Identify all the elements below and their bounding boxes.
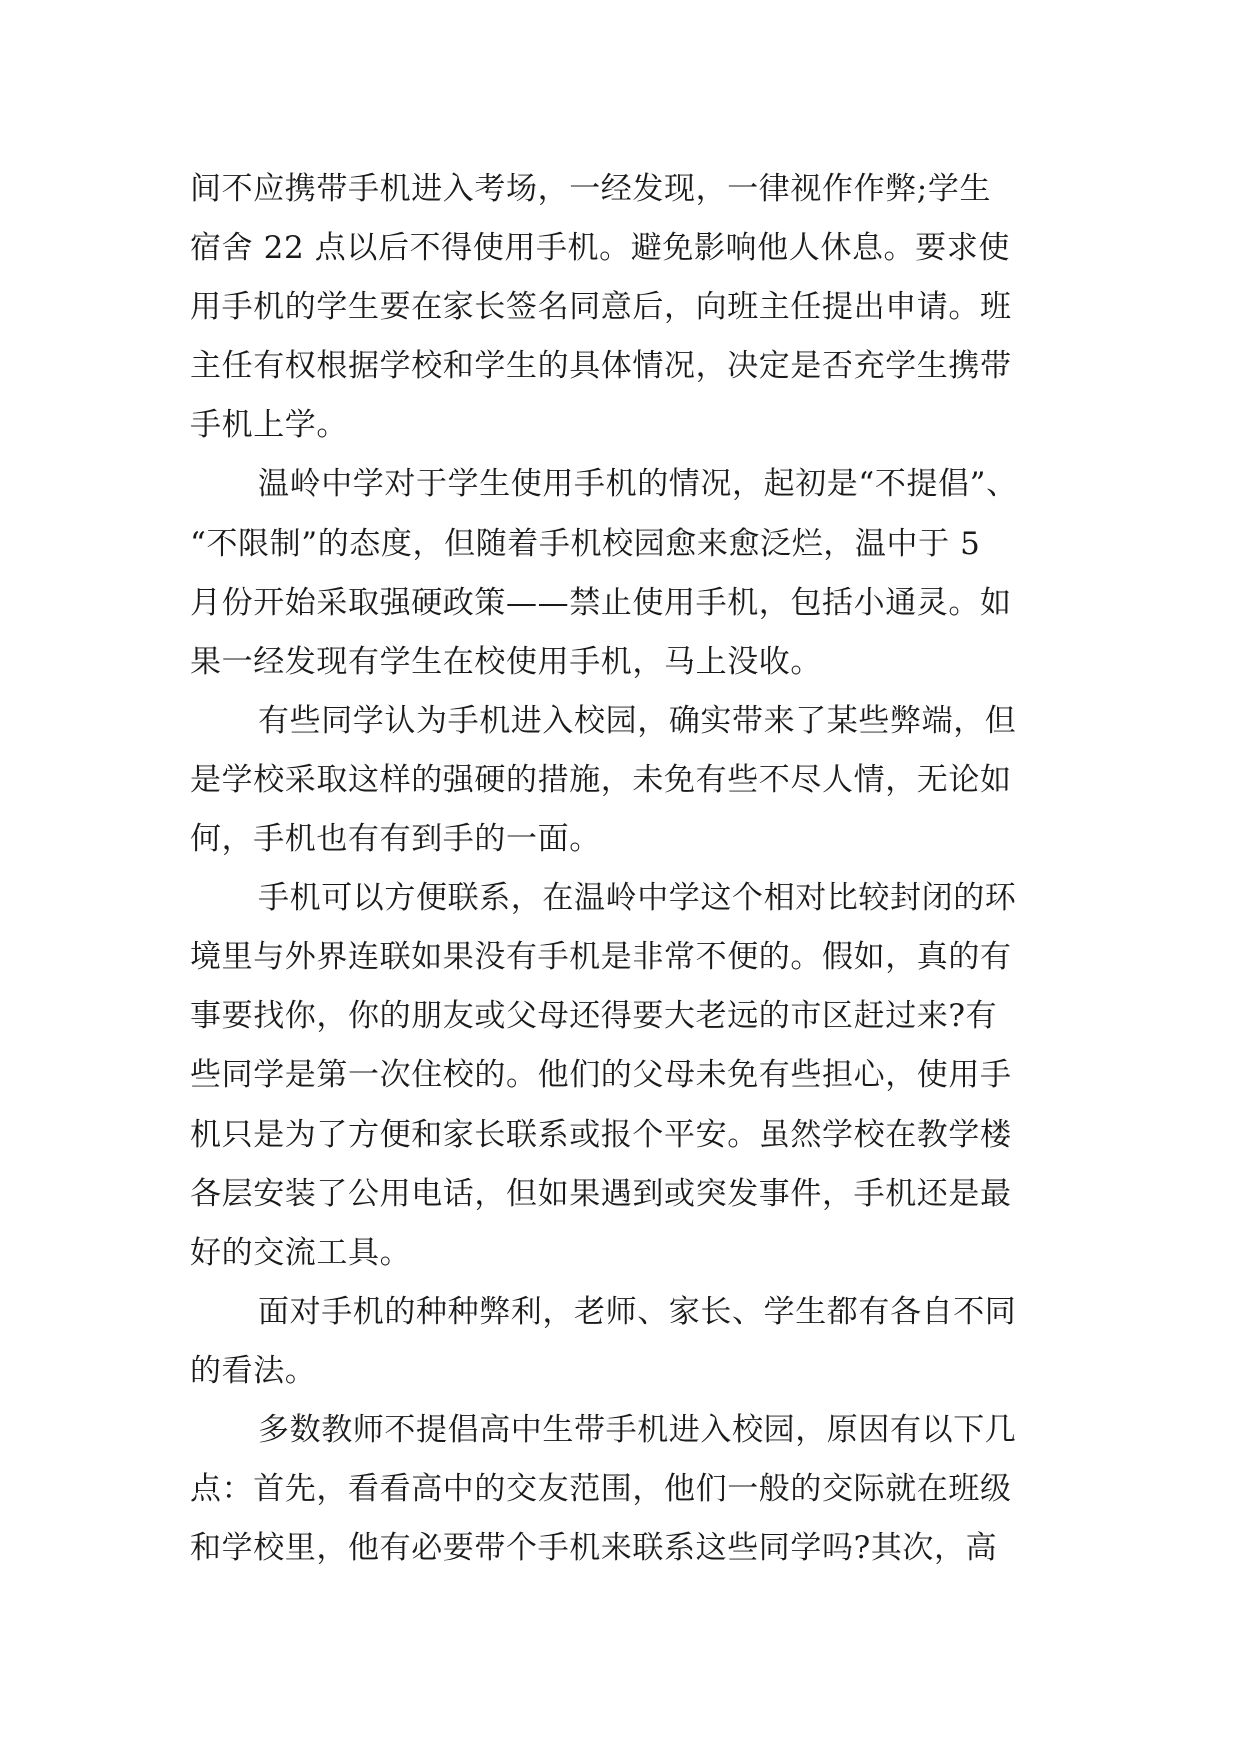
text-line: 是学校采取这样的强硬的措施，未免有些不尽人情，无论如	[190, 761, 1012, 798]
text-line: 主任有权根据学校和学生的具体情况，决定是否充学生携带	[190, 348, 1012, 385]
text-line: 用手机的学生要在家长签名同意后，向班主任提出申请。班	[190, 289, 1012, 326]
text-line: 些同学是第一次住校的。他们的父母未免有些担心，使用手	[190, 1057, 1012, 1094]
text-line: 点：首先，看看高中的交友范围，他们一般的交际就在班级	[190, 1471, 1012, 1508]
text-line: “不限制”的态度，但随着手机校园愈来愈泛烂，温中于 5	[190, 525, 981, 562]
text-line: 手机可以方便联系，在温岭中学这个相对比较封闭的环	[258, 880, 1017, 917]
document-body	[190, 160, 1070, 1578]
text-line: 的看法。	[190, 1352, 317, 1389]
text-line: 面对手机的种种弊利，老师、家长、学生都有各自不同	[258, 1293, 1017, 1330]
text-line: 月份开始采取强硬政策——禁止使用手机，包括小通灵。如	[190, 584, 1012, 621]
text-line: 间不应携带手机进入考场，一经发现，一律视作作弊;学生	[190, 171, 992, 207]
text-line: 和学校里，他有必要带个手机来联系这些同学吗?其次，高	[190, 1530, 998, 1567]
text-line: 有些同学认为手机进入校园，确实带来了某些弊端，但	[258, 702, 1017, 739]
text-line: 多数教师不提倡高中生带手机进入校园，原因有以下几	[258, 1411, 1017, 1448]
text-line: 果一经发现有学生在校使用手机，马上没收。	[190, 643, 822, 680]
text-line: 何，手机也有有到手的一面。	[190, 821, 601, 858]
text-line: 宿舍 22 点以后不得使用手机。避免影响他人休息。要求使	[190, 230, 1010, 267]
text-line: 好的交流工具。	[190, 1234, 412, 1271]
text-line: 境里与外界连联如果没有手机是非常不便的。假如，真的有	[190, 939, 1012, 976]
text-line: 各层安装了公用电话，但如果遇到或突发事件，手机还是最	[190, 1175, 1012, 1212]
text-line: 手机上学。	[190, 407, 348, 444]
text-line: 机只是为了方便和家长联系或报个平安。虽然学校在教学楼	[190, 1116, 1012, 1153]
text-line: 事要找你，你的朋友或父母还得要大老远的市区赶过来?有	[190, 998, 998, 1035]
text-line: 温岭中学对于学生使用手机的情况，起初是“不提倡”、	[258, 466, 1018, 503]
